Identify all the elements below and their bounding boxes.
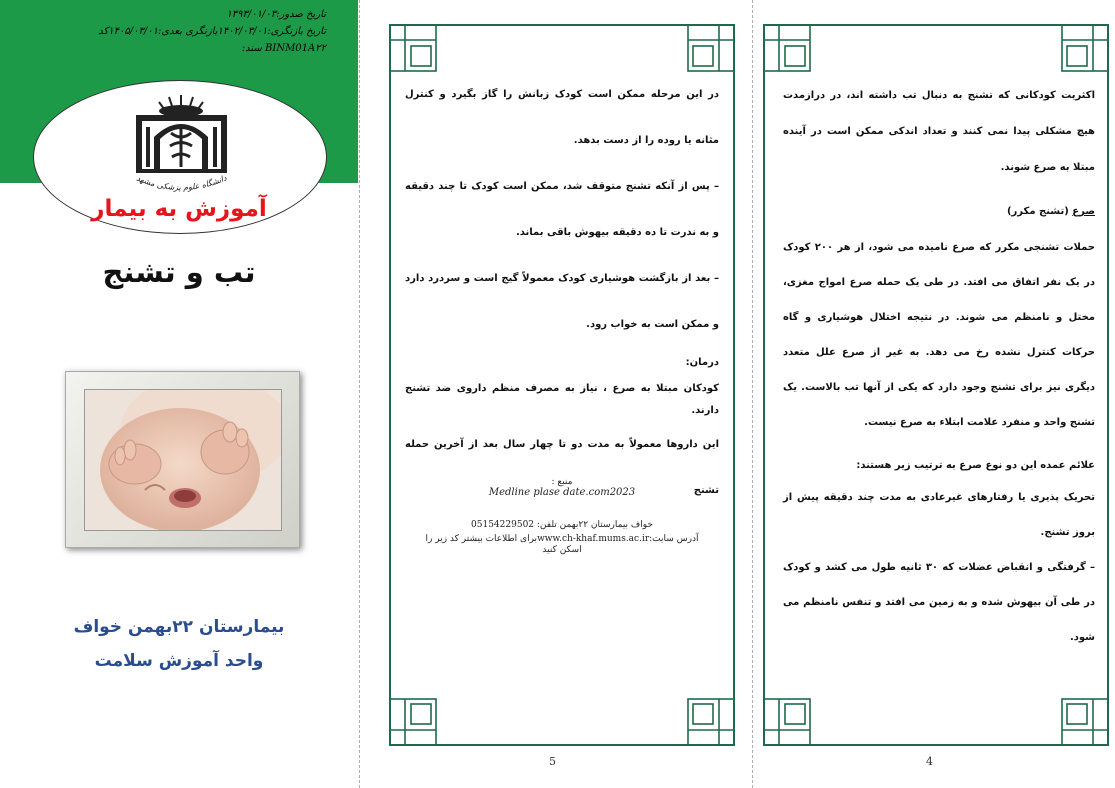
patient-education-title: آموزش به بیمار: [91, 196, 267, 222]
corner-ornament-icon: [687, 698, 735, 746]
contact-block: [405, 520, 719, 556]
website[interactable]: آدرس سایت:www.ch-khaf.mums.ac.irبرای اطلاعات بیشتر کد زیر را: [425, 534, 699, 544]
document-code: BINM01A۲۲ سند:: [241, 43, 326, 54]
page-4: [753, 0, 1115, 788]
page-4-text: [783, 78, 1095, 655]
corner-ornament-icon: [763, 24, 811, 72]
paragraph: – بعد از بازگشت هوشیاری کودک معمولاً گیج است و سردرد دارد و ممکن است به خواب رود.: [405, 273, 719, 330]
page-separator: [359, 0, 360, 788]
document-meta: [26, 6, 326, 57]
epilepsy-paragraph: حملات تشنجی مکرر که صرع نامیده می شود، از هر ۲۰۰ کودک در یک نفر اتفاق می افتد. در طی یک حمله صرع امواج مغزی، مختل و نامنظم می شوند. در نتیجه اختلال هوشیاری و گاه حرکات کنترل نشده رخ می دهد. به غیر از صرع علل متعدد دیگری نیز برای تشنج وجود دارد که یکی از آنها تب بالاست. یک تشنج واحد و منفرد علامت ابتلاء به صرع نیست.: [783, 242, 1096, 428]
baby-photo-frame: [65, 371, 300, 548]
epilepsy-heading: صرع: [1072, 206, 1095, 217]
issue-date: تاریخ صدور:۱۳۹۳/۰۱/۰۳: [226, 9, 326, 20]
source-label: منبع :: [551, 477, 573, 487]
health-education-unit: واحد آموزش سلامت: [94, 651, 264, 671]
corner-ornament-icon: [687, 24, 735, 72]
cover-panel: [0, 0, 358, 788]
crying-baby-illustration-icon: [85, 390, 281, 530]
sign-item: تحریک پذیری یا رفتارهای غیرعادی به مدت چند دقیقه پیش از بروز تشنج.: [783, 492, 1095, 538]
hospital-name: بیمارستان ۲۲بهمن خواف: [73, 617, 285, 637]
corner-ornament-icon: [1061, 24, 1109, 72]
corner-ornament-icon: [763, 698, 811, 746]
epilepsy-heading-note: (تشنج مکرر): [1006, 206, 1073, 217]
baby-photo: [84, 389, 282, 531]
paragraph: در این مرحله ممکن است کودک زبانش را گاز بگیرد و کنترل مثانه یا روده را از دست بدهد.: [405, 89, 719, 146]
page-5: [377, 0, 734, 788]
page-number: 5: [549, 755, 556, 768]
paragraph: – پس از آنکه تشنج متوقف شد، ممکن است کودک تا چند دقیقه و به ندرت تا ده دقیقه بیهوش باقی بماند.: [405, 181, 719, 238]
review-date: تاریخ بازنگری:۱۴۰۲/۰۳/۰۱بازنگری بعدی:۱۴۰۵/۰۳/۰۱کد: [98, 26, 326, 37]
scan-instruction: اسکن کنید: [542, 545, 582, 555]
source-block: [405, 477, 719, 498]
signs-heading: علائم عمده این دو نوع صرع به ترتیب زیر هستند:: [856, 460, 1095, 471]
corner-ornament-icon: [389, 24, 437, 72]
hospital-phone: خواف بیمارستان ۲۲بهمن تلفن: 05154229502: [471, 520, 653, 530]
page-number: 4: [926, 755, 933, 768]
corner-ornament-icon: [1061, 698, 1109, 746]
main-title: تب و تشنج: [102, 255, 256, 289]
treatment-heading: درمان:: [685, 357, 719, 368]
university-logo-icon: [124, 91, 239, 199]
corner-ornament-icon: [389, 698, 437, 746]
paragraph: این داروها معمولاً به مدت دو تا چهار سال بعد از آخرین حمله تشنج: [405, 439, 719, 496]
svg-text:دانشگاه علوم پزشکی مشهد: [135, 173, 228, 192]
intro-paragraph: اکثریت کودکانی که تشنج به دنبال تب داشته اند، در درازمدت هیچ مشکلی پیدا نمی کنند و تعداد اندکی ممکن است در آینده مبتلا به صرع شوند.: [783, 90, 1095, 173]
logo-caption: دانشگاه علوم پزشکی مشهد: [135, 173, 228, 193]
epilepsy-heading-line: [783, 194, 1095, 230]
paragraph: کودکان مبتلا به صرع ، نیاز به مصرف منظم داروی ضد تشنج دارند.: [405, 383, 719, 416]
source-reference: Medline plase date.com2023: [488, 487, 636, 498]
page-5-text: [405, 72, 719, 514]
sign-item: – گرفتگی و انقباض عضلات که ۳۰ ثانیه طول می کشد و کودک در طی آن بیهوش شده و به زمین می افتد و تنفس نامنظم می شود.: [783, 562, 1095, 643]
